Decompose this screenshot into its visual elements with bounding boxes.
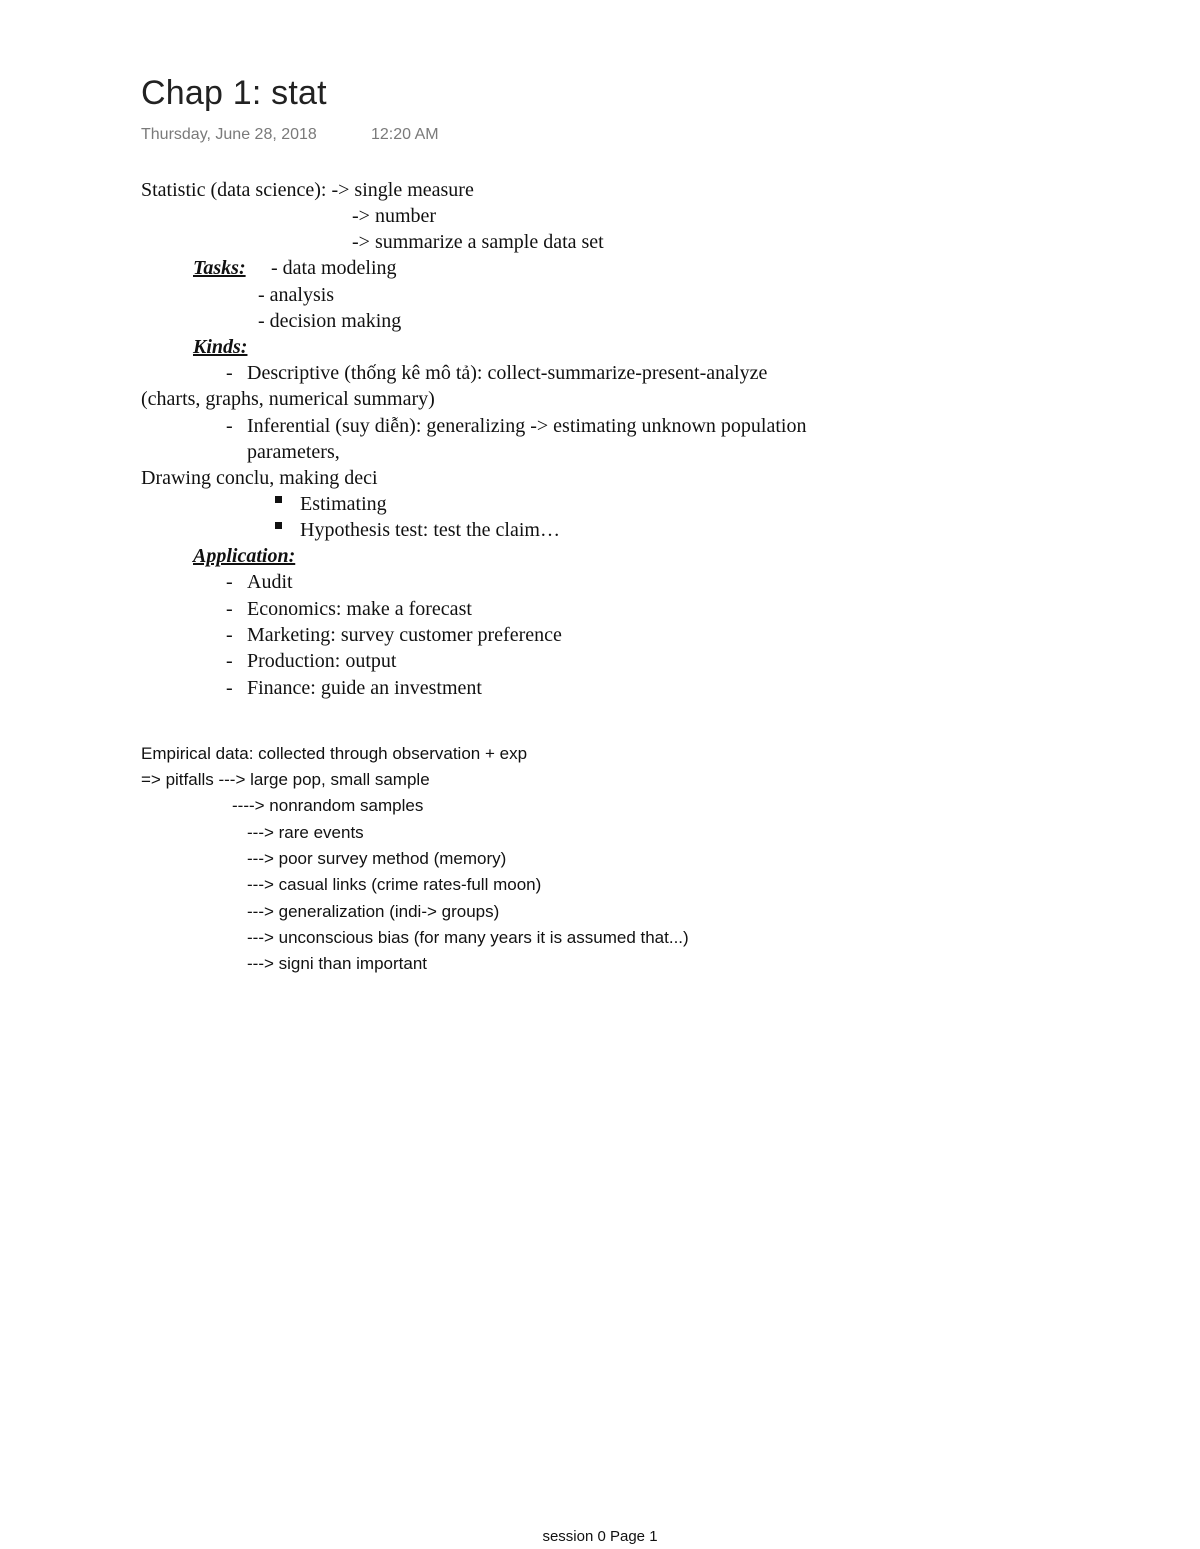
statistic-definition: Statistic (data science): -> single measure [141, 179, 474, 201]
statistic-number: -> number [352, 205, 437, 227]
task-item: - analysis [258, 284, 335, 306]
application-heading: Application: [193, 545, 296, 567]
empirical-definition: Empirical data: collected through observation + exp [141, 744, 528, 763]
pitfall-item: ---> poor survey method (memory) [247, 849, 507, 868]
dash-marker: - [226, 598, 233, 620]
pitfalls-line: => pitfalls ---> large pop, small sample [141, 770, 430, 789]
page-date: Thursday, June 28, 2018 [141, 126, 317, 143]
kinds-heading: Kinds: [193, 336, 248, 358]
application-item: Audit [247, 571, 293, 593]
dash-marker: - [226, 415, 233, 437]
dash-marker: - [226, 571, 233, 593]
pitfall-item: ---> signi than important [247, 954, 427, 973]
application-item: Production: output [247, 650, 397, 672]
drawing-conclusion: Drawing conclu, making deci [141, 467, 378, 489]
kind-descriptive-continued: (charts, graphs, numerical summary) [141, 388, 435, 410]
kind-subitem: Estimating [300, 493, 387, 515]
application-item: Economics: make a forecast [247, 598, 472, 620]
kind-descriptive: Descriptive (thống kê mô tả): collect-summarize-present-analyze [247, 362, 768, 384]
kind-inferential: Inferential (suy diễn): generalizing -> estimating unknown population [247, 415, 807, 437]
task-item: - data modeling [271, 257, 397, 279]
pitfall-item: ---> rare events [247, 823, 364, 842]
square-bullet-icon [275, 522, 282, 529]
pitfall-item: ----> nonrandom samples [232, 796, 424, 815]
dash-marker: - [226, 624, 233, 646]
kind-subitem: Hypothesis test: test the claim… [300, 519, 560, 541]
tasks-heading: Tasks: [193, 257, 246, 279]
application-item: Finance: guide an investment [247, 677, 482, 699]
statistic-summarize: -> summarize a sample data set [352, 231, 604, 253]
dash-marker: - [226, 677, 233, 699]
dash-marker: - [226, 362, 233, 384]
pitfall-item: ---> casual links (crime rates-full moon) [247, 875, 542, 894]
page-time: 12:20 AM [371, 126, 439, 143]
application-item: Marketing: survey customer preference [247, 624, 562, 646]
pitfall-item: ---> generalization (indi-> groups) [247, 902, 500, 921]
pitfall-item: ---> unconscious bias (for many years it is assumed that...) [247, 928, 689, 947]
square-bullet-icon [275, 496, 282, 503]
kind-inferential-continued: parameters, [247, 441, 340, 463]
task-item: - decision making [258, 310, 402, 332]
page-title: Chap 1: stat [141, 74, 327, 112]
dash-marker: - [226, 650, 233, 672]
page-footer: session 0 Page 1 [542, 1528, 658, 1545]
